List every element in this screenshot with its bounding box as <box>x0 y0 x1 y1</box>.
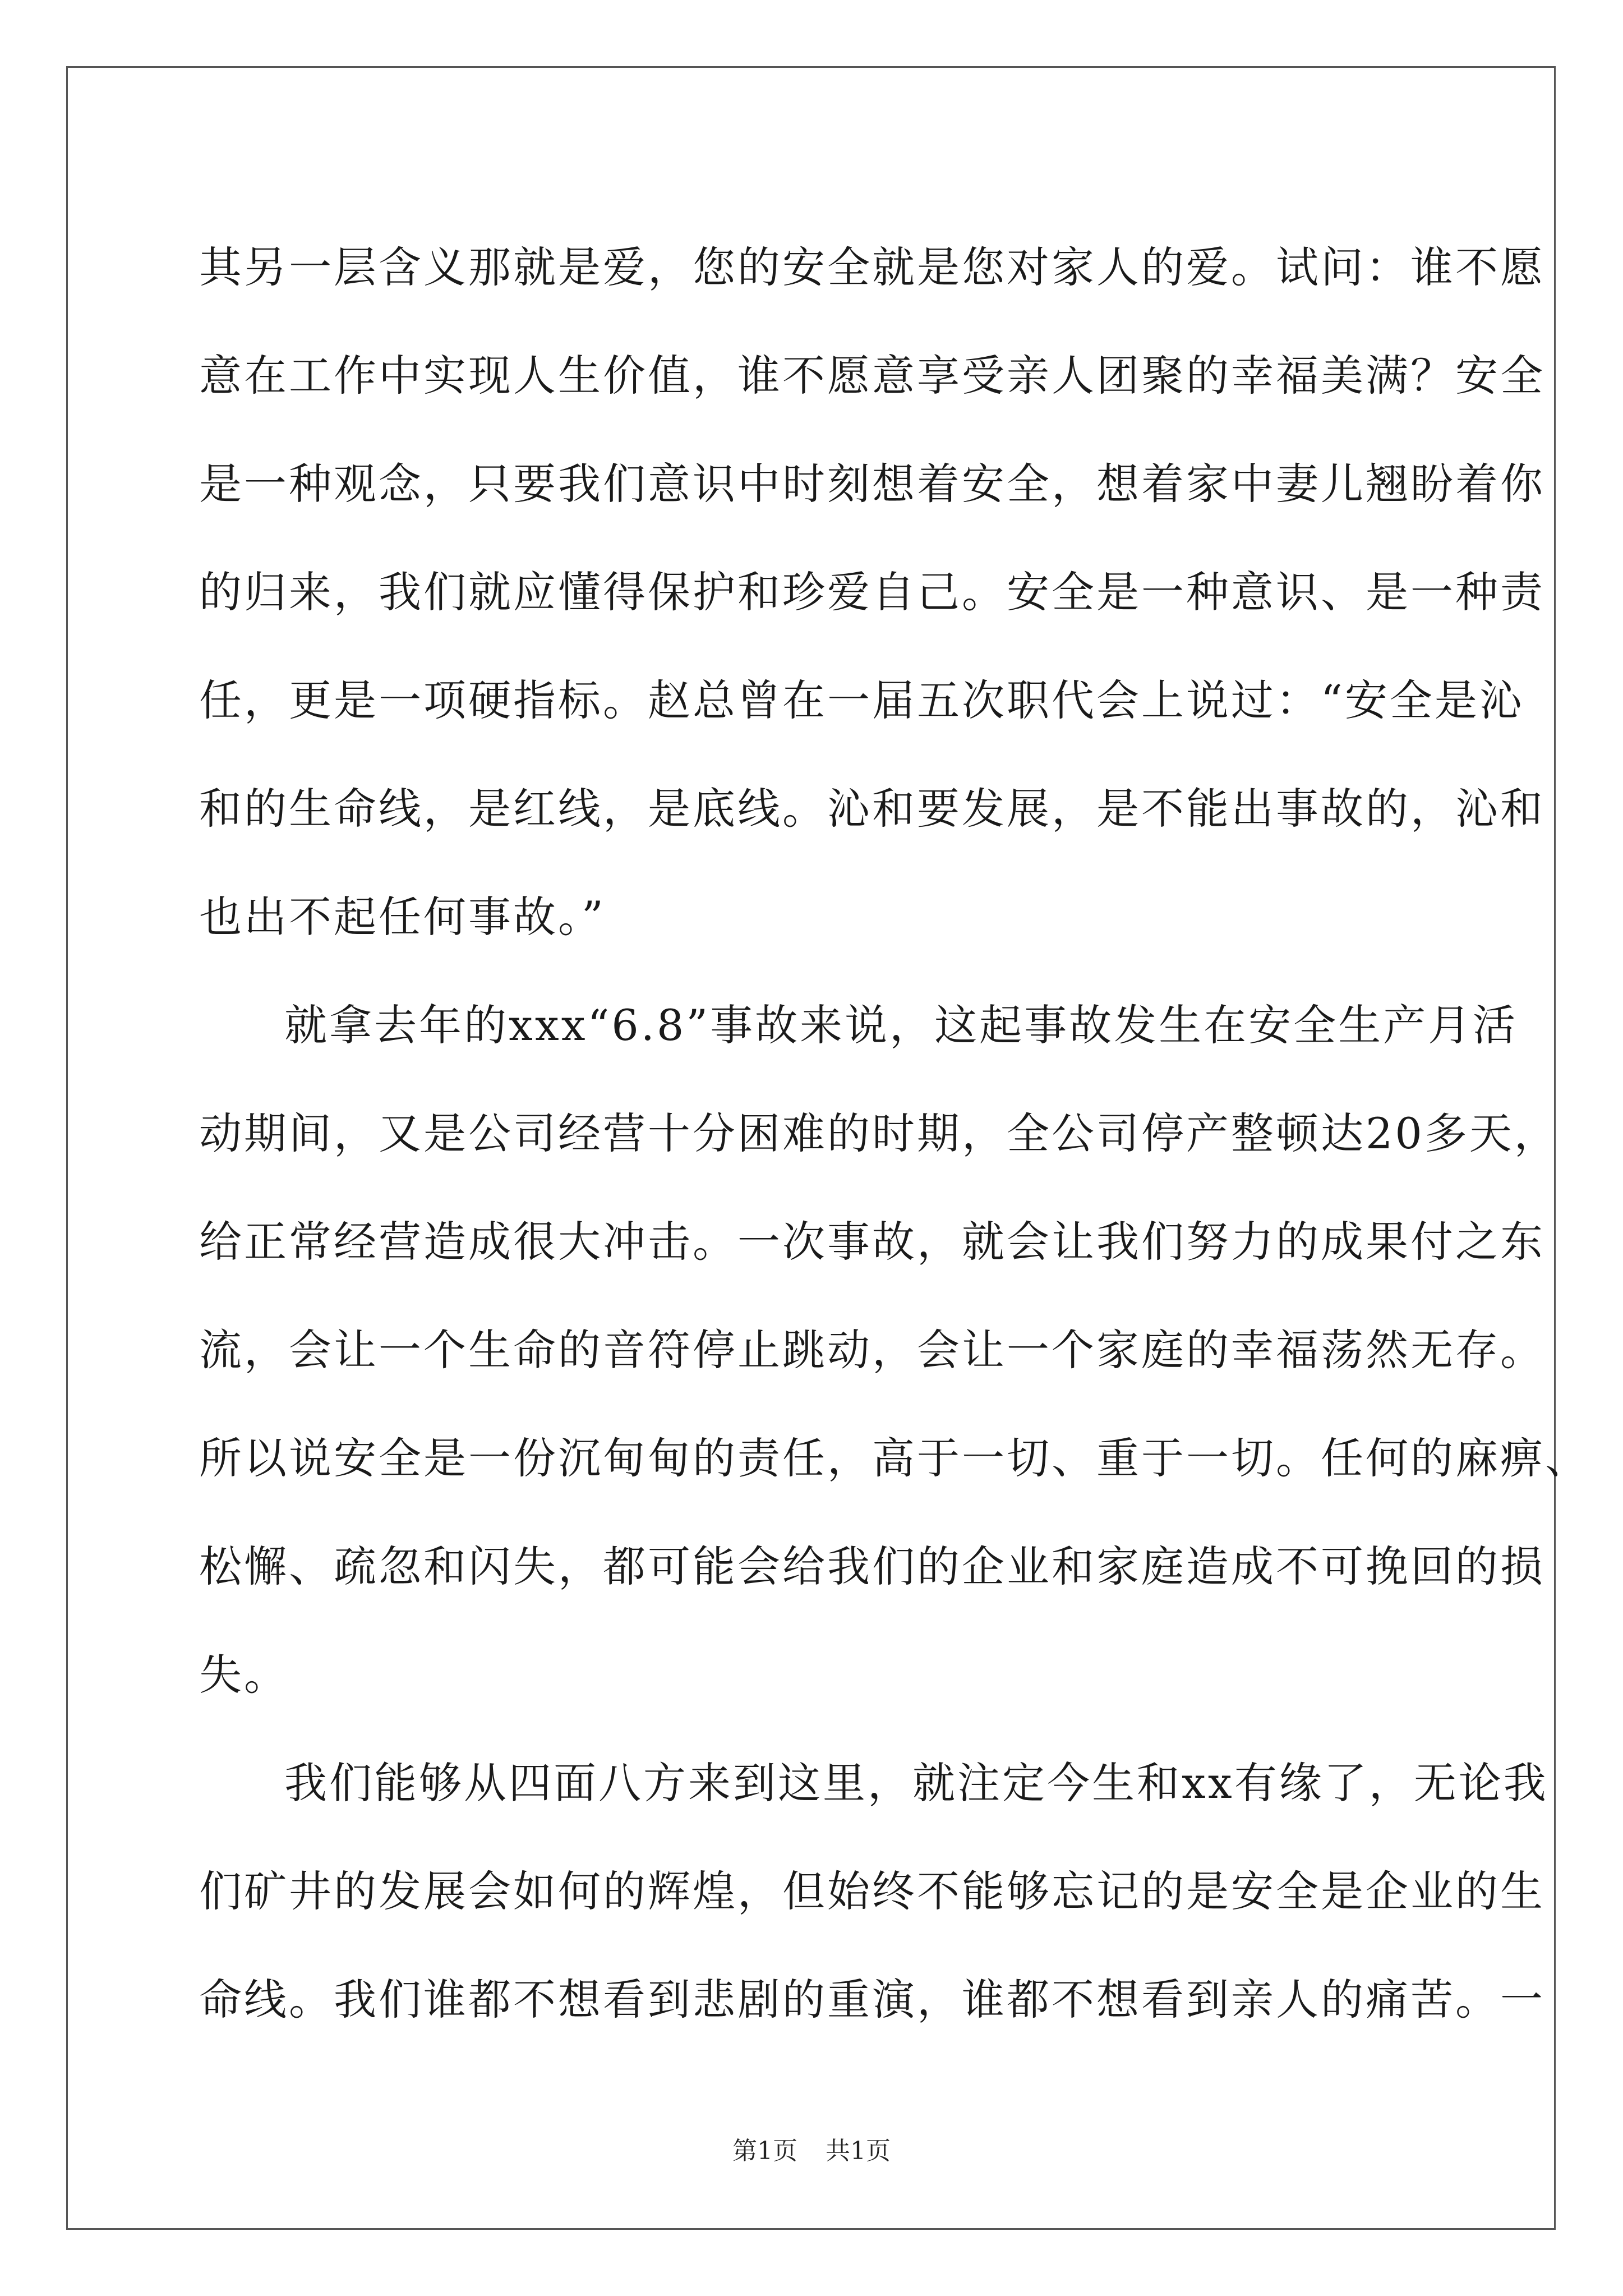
page-number-current: 第1页 <box>732 2137 797 2165</box>
paragraph-start-line: 我们能够从四面八方来到这里，就注定今生和xx有缘了，无论我 <box>284 1758 1548 1808</box>
paragraph-start-line: 就拿去年的xxx“6.8”事故来说，这起事故发生在安全生产月活 <box>284 1000 1518 1050</box>
text-line: 命线。我们谁都不想看到悲剧的重演，谁都不想看到亲人的痛苦。一 <box>199 1975 1545 2024</box>
text-line: 所以说安全是一份沉甸甸的责任，高于一切、重于一切。任何的麻痹、 <box>199 1433 1590 1483</box>
text-line: 们矿井的发展会如何的辉煌，但始终不能够忘记的是安全是企业的生 <box>199 1866 1545 1916</box>
page-number-total: 共1页 <box>826 2137 891 2165</box>
text-line: 是一种观念，只要我们意识中时刻想着安全，想着家中妻儿翘盼着你 <box>199 459 1545 509</box>
text-line: 流，会让一个生命的音符停止跳动，会让一个家庭的幸福荡然无存。 <box>199 1325 1545 1375</box>
text-line: 和的生命线，是红线，是底线。沁和要发展，是不能出事故的，沁和 <box>199 784 1545 834</box>
page-footer <box>0 2134 1623 2168</box>
document-body <box>199 213 1590 2054</box>
text-line: 其另一层含义那就是爱，您的安全就是您对家人的爱。试问：谁不愿 <box>199 242 1545 292</box>
text-line: 松懈、疏忽和闪失，都可能会给我们的企业和家庭造成不可挽回的损 <box>199 1542 1545 1591</box>
text-line: 也出不起任何事故。” <box>199 892 606 942</box>
text-line: 意在工作中实现人生价值，谁不愿意享受亲人团聚的幸福美满？安全 <box>199 351 1545 401</box>
text-line: 给正常经营造成很大冲击。一次事故，就会让我们努力的成果付之东 <box>199 1217 1545 1267</box>
text-line: 的归来，我们就应懂得保护和珍爱自己。安全是一种意识、是一种责 <box>199 567 1545 617</box>
text-line: 动期间，又是公司经营十分困难的时期，全公司停产整顿达20多天， <box>199 1108 1559 1158</box>
text-line: 任，更是一项硬指标。赵总曾在一届五次职代会上说过：“安全是沁 <box>199 675 1524 725</box>
text-line: 失。 <box>199 1650 289 1700</box>
